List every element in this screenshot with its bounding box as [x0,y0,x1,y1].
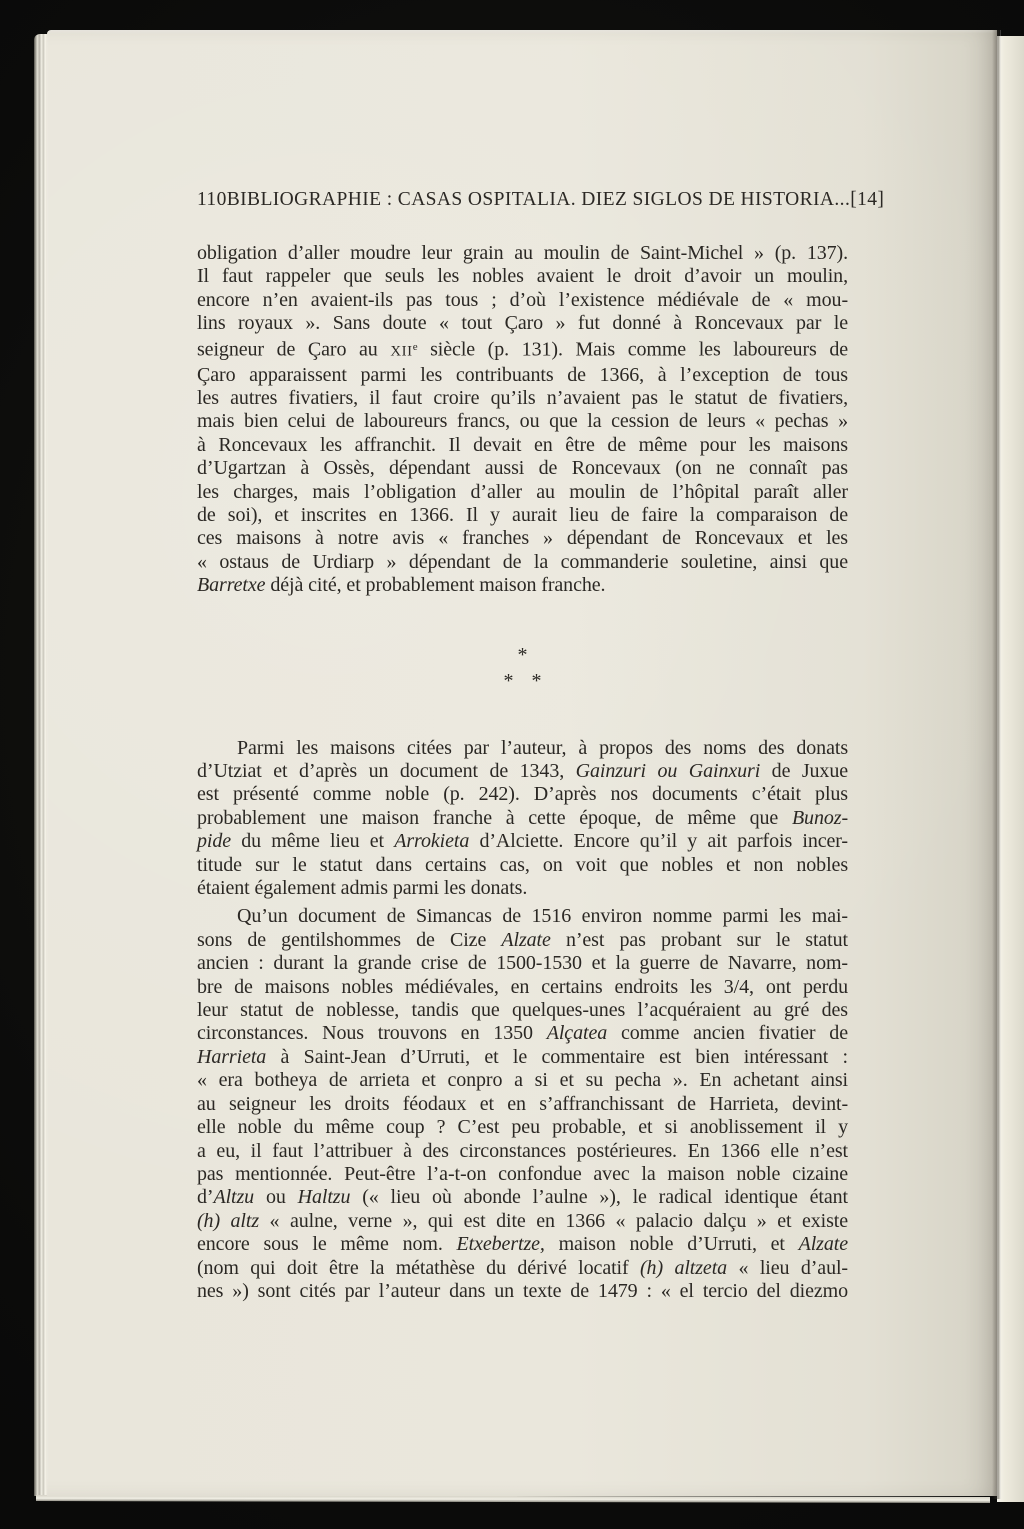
asterisk-row-bottom: * * [503,670,542,692]
text-line: nes ») sont cités par l’auteur dans un texte de 1479 : « el tercio del diezmo [197,1279,848,1302]
margin-reference: [14] [850,189,885,210]
next-page-edge [997,36,1024,1502]
text-line: d’Ugartzan à Ossès, dépendant aussi de Roncevaux (on ne connaît pas [197,457,848,480]
gutter-crease [992,30,1001,1499]
text-line: Harrieta à Saint-Jean d’Urruti, et le commentaire est bien intéressant : [197,1045,848,1068]
text-line: encore sous le même nom. Etxebertze, maison noble d’Urruti, et Alzate [197,1233,848,1256]
text-line: d’Altzu ou Haltzu (« lieu où abonde l’aulne »), le radical identique étant [197,1186,848,1209]
text-line: lins royaux ». Sans doute « tout Çaro » fut donné à Roncevaux par le [197,312,848,335]
text-line: sons de gentilshommes de Cize Alzate n’est pas probant sur le statut [197,928,848,951]
text-line: (h) altz « aulne, verne », qui est dite en 1366 « palacio dalçu » et existe [197,1209,848,1232]
text-line: « ostaus de Urdiarp » dépendant de la commanderie souletine, ainsi que [197,550,848,573]
text-line: titude sur le statut dans certains cas, on voit que nobles et non nobles [197,853,848,876]
page-number: 110 [197,189,227,210]
text-line: Barretxe déjà cité, et probablement maison franche. [197,574,606,597]
asterisk-separator [197,642,848,694]
text-line: au seigneur les droits féodaux et en s’affranchissant de Harrieta, devint- [197,1092,848,1115]
text-line: Çaro apparaissent parmi les contribuants de 1366, à l’exception de tous [197,363,848,386]
text-line: obligation d’aller moudre leur grain au moulin de Saint-Michel » (p. 137). [197,242,848,264]
text-line: a eu, il faut l’attribuer à des circonstances postérieures. En 1366 elle n’est [197,1139,848,1162]
paragraph [197,905,848,1303]
text-line: Qu’un document de Simancas de 1516 environ nomme parmi les mai- [237,905,848,928]
paragraph [197,242,848,598]
text-line: probablement une maison franche à cette époque, de même que Bunoz- [197,806,848,829]
text-line: pas mentionnée. Peut-être l’a-t-on confondue avec la maison noble cizaine [197,1162,848,1185]
text-line: seigneur de Çaro au XIIe siècle (p. 131). Mais comme les laboureurs de [197,338,849,361]
paragraph [197,737,848,901]
text-line: les charges, mais l’obligation d’aller au moulin de l’hôpital paraît aller [197,480,848,503]
text-line: les autres fivatiers, il faut croire qu’ils n’avaient pas le statut de fivatiers, [197,386,848,409]
text-line: elle noble du même coup ? C’est peu probable, et si anoblissement il y [197,1116,848,1139]
text-line: leur statut de noblesse, tandis que quelques-unes l’acquéraient au gré des [197,999,848,1022]
running-title: BIBLIOGRAPHIE : CASAS OSPITALIA. DIEZ SIGLOS DE HISTORIA... [226,189,851,210]
text-line: de soi), et inscrites en 1366. Il y aurait lieu de faire la comparaison de [197,503,848,526]
page-stack-edge-left [34,34,47,1496]
text-line: à Roncevaux les affranchit. Il devait en être de même pour les maisons [197,433,848,456]
body-text [197,242,848,1303]
text-line: ces maisons à notre avis « franches » dépendant de Roncevaux et les [197,527,848,550]
text-line: d’Utziat et d’après un document de 1343, Gainzuri ou Gainxuri de Juxue [197,760,848,782]
text-line: Il faut rappeler que seuls les nobles avaient le droit d’avoir un moulin, [197,265,848,288]
page-surface [47,30,997,1496]
text-line: ancien : durant la grande crise de 1500-1530 et la guerre de Navarre, nom- [197,952,848,975]
text-line: « era botheya de arrieta et conpro a si et su pecha ». En achetant ainsi [197,1069,848,1092]
text-line: étaient également admis parmi les donats. [197,877,528,900]
page-header [197,189,885,211]
text-line: encore n’en avaient-ils pas tous ; d’où l’existence médiévale de « mou- [197,288,848,311]
text-line: mais bien celui de laboureurs francs, ou que la cession de leurs « pechas » [197,410,848,433]
text-line: est présenté comme noble (p. 242). D’après nos documents c’était plus [197,783,848,806]
page-stack-edge-bottom [36,1495,990,1503]
text-line: Parmi les maisons citées par l’auteur, à propos des noms des donats [237,736,848,759]
asterisk-row-top: * [517,644,528,666]
text-line: pide du même lieu et Arrokieta d’Alciette. Encore qu’il y ait parfois incer- [197,830,848,853]
book-page [34,30,1024,1496]
text-line: (nom qui doit être la métathèse du dérivé locatif (h) altzeta « lieu d’aul- [197,1256,848,1279]
text-line: bre de maisons nobles médiévales, en certains endroits les 3/4, ont perdu [197,975,848,998]
text-line: circonstances. Nous trouvons en 1350 Alçatea comme ancien fivatier de [197,1022,848,1045]
